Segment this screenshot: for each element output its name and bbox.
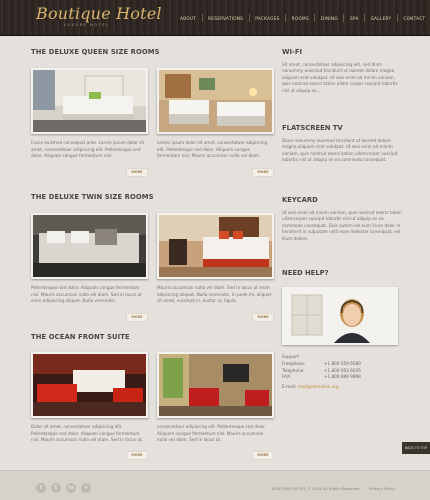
more-button[interactable]: MORE <box>126 451 148 460</box>
plus-icon[interactable]: + <box>81 483 91 493</box>
contact-row <box>282 361 402 368</box>
nav-rooms[interactable]: ROOMS <box>291 16 309 21</box>
facebook-icon[interactable]: f <box>36 483 46 493</box>
room-photo[interactable] <box>157 68 274 134</box>
contact-key: Telephone: <box>282 367 305 373</box>
more-button[interactable]: MORE <box>126 313 148 322</box>
nav-spa[interactable]: SPA <box>349 16 359 21</box>
more-button[interactable]: MORE <box>252 451 274 460</box>
contact-row <box>282 374 402 381</box>
nav-packages[interactable]: PACKAGES <box>255 16 280 21</box>
social-links <box>36 483 96 493</box>
ocean-suite-section <box>31 333 273 457</box>
room-photo[interactable] <box>157 213 274 279</box>
room-photo[interactable] <box>31 68 148 134</box>
privacy-policy-link[interactable]: Privacy Policy <box>369 486 395 491</box>
back-to-top-button[interactable]: BACK TO TOP <box>402 442 430 454</box>
contact-value: +1 800 603 6035 <box>324 367 361 373</box>
copyright-text: BOUTIQUE HOTEL © 2012 All Rights Reserved <box>272 486 360 491</box>
keycard-block <box>282 196 402 242</box>
room-photo[interactable] <box>31 352 148 418</box>
room-description: Fusce euismod consequat ante. Lorem ipsum dolor sit amet, consectetuer adipiscing elit. Pellentesque sed dolor. Aliquam congue fermentum nisl. <box>31 140 145 159</box>
room-card <box>31 352 148 457</box>
help-title: NEED HELP? <box>282 269 329 277</box>
support-label: Support: <box>282 354 300 359</box>
room-card <box>157 68 274 174</box>
section-title: THE DELUXE QUEEN SIZE ROOMS <box>31 48 160 56</box>
more-button[interactable]: MORE <box>252 313 274 322</box>
tv-text: Diam nonummy euismod tincidunt ut laoreet dolore magna aliquam erat volutpat. Ut wisi enim ad minim veniam, quis nostrud exerci tation ullamcorper suscipit lobortis nisl ut aliquip ex ea commodo consequat. <box>282 138 398 163</box>
nav-reservations[interactable]: RESERVATIONS <box>208 16 244 21</box>
email-label: E-mail: <box>282 384 297 390</box>
section-title: THE DELUXE TWIN SIZE ROOMS <box>31 193 154 201</box>
wifi-title: WI-FI <box>282 48 303 56</box>
nav-gallery[interactable]: GALLERY <box>370 16 392 21</box>
main-nav <box>180 14 425 23</box>
email-row <box>282 384 402 391</box>
twitter-icon[interactable]: t <box>51 483 61 493</box>
support-agent-photo <box>282 287 398 345</box>
more-button[interactable]: MORE <box>126 168 148 177</box>
help-block <box>282 269 402 277</box>
twin-rooms-section <box>31 193 273 319</box>
site-header <box>0 0 430 36</box>
nav-about[interactable]: ABOUT <box>180 16 197 21</box>
nav-contact[interactable]: CONTACT <box>403 16 426 21</box>
room-card <box>157 213 274 319</box>
queen-rooms-section <box>31 48 273 174</box>
email-link[interactable]: mail@demolink.org <box>298 384 339 390</box>
more-button[interactable]: MORE <box>252 168 274 177</box>
keycard-text: Ut wisi enim ad minim veniam, quis nostrud exerci tation ullamcorper suscipit lobortis nisl ut aliquip ex ea commodo consequat. Duis autem vel eum iriure dolor in hendrerit in vulputate velit esse molestie consequat, vel illum dolore. <box>282 210 402 241</box>
room-card <box>31 68 148 174</box>
room-description: consectetuer adipiscing elit. Pellentesque sed dolor. Aliquam congue fermentum nisl. Mauris accumsan nulla vel diam. Sed in lacus ut. <box>157 424 266 443</box>
linkedin-icon[interactable]: in <box>66 483 76 493</box>
room-card <box>157 352 274 457</box>
room-photo[interactable] <box>157 352 274 418</box>
tv-title: FLATSCREEN TV <box>282 124 343 132</box>
contact-key: FAX: <box>282 374 292 380</box>
keycard-title: KEYCARD <box>282 196 318 204</box>
room-description: Pellentesque sed dolor. Aliquam congue fermentum nisl. Mauris accumsan nulla vel diam. Sed in lacus ut enim adipiscing aliquet. Nulla venenatis. <box>31 285 142 304</box>
logo[interactable]: Boutique Hotel <box>36 4 162 23</box>
room-photo[interactable] <box>31 213 148 279</box>
contact-row <box>282 368 402 375</box>
support-contacts <box>282 354 402 391</box>
tv-block <box>282 124 402 164</box>
room-card <box>31 213 148 319</box>
room-description: Lorem ipsum dolor sit amet, consectetuer adipiscing elit. Pellentesque sed dolor. Aliquam congue fermentum nisl. Mauris accumsan nulla vel diam. <box>157 140 268 159</box>
wifi-block <box>282 48 402 94</box>
section-title: THE OCEAN FRONT SUITE <box>31 333 130 341</box>
contact-value: +1 800 559 6580 <box>324 360 361 366</box>
nav-dining[interactable]: DINING <box>320 16 338 21</box>
room-description: Mauris accumsan nulla vel diam. Sed in lacus ut enim adipiscing aliquet. Nulla venenatis. In pede mi, aliquet sit amet, euismod in, auctor ut, ligula. <box>157 285 272 304</box>
logo-tagline: LUXURY HOTEL <box>64 23 110 27</box>
contact-key: Freephone: <box>282 360 306 366</box>
contact-value: +1 800 889 9898 <box>324 374 361 380</box>
wifi-text: Sit amet, consectetuer adipiscing elit, sed diam nonummy euismod tincidunt ut laoreet dolore magna aliquam erat volutpat. Ut wisi enim ad minim veniam, quis nostrud exerci tation ullam corper suscipit lobortis nisl ut aliquip ex ... <box>282 62 398 93</box>
room-description: Dolor sit amet, consectetuer adipiscing elit. Pellentesque sed dolor. Aliquam congue fermentum nisl. Mauris accumsan nulla vel diam. Sed in lacus ut. <box>31 424 144 443</box>
